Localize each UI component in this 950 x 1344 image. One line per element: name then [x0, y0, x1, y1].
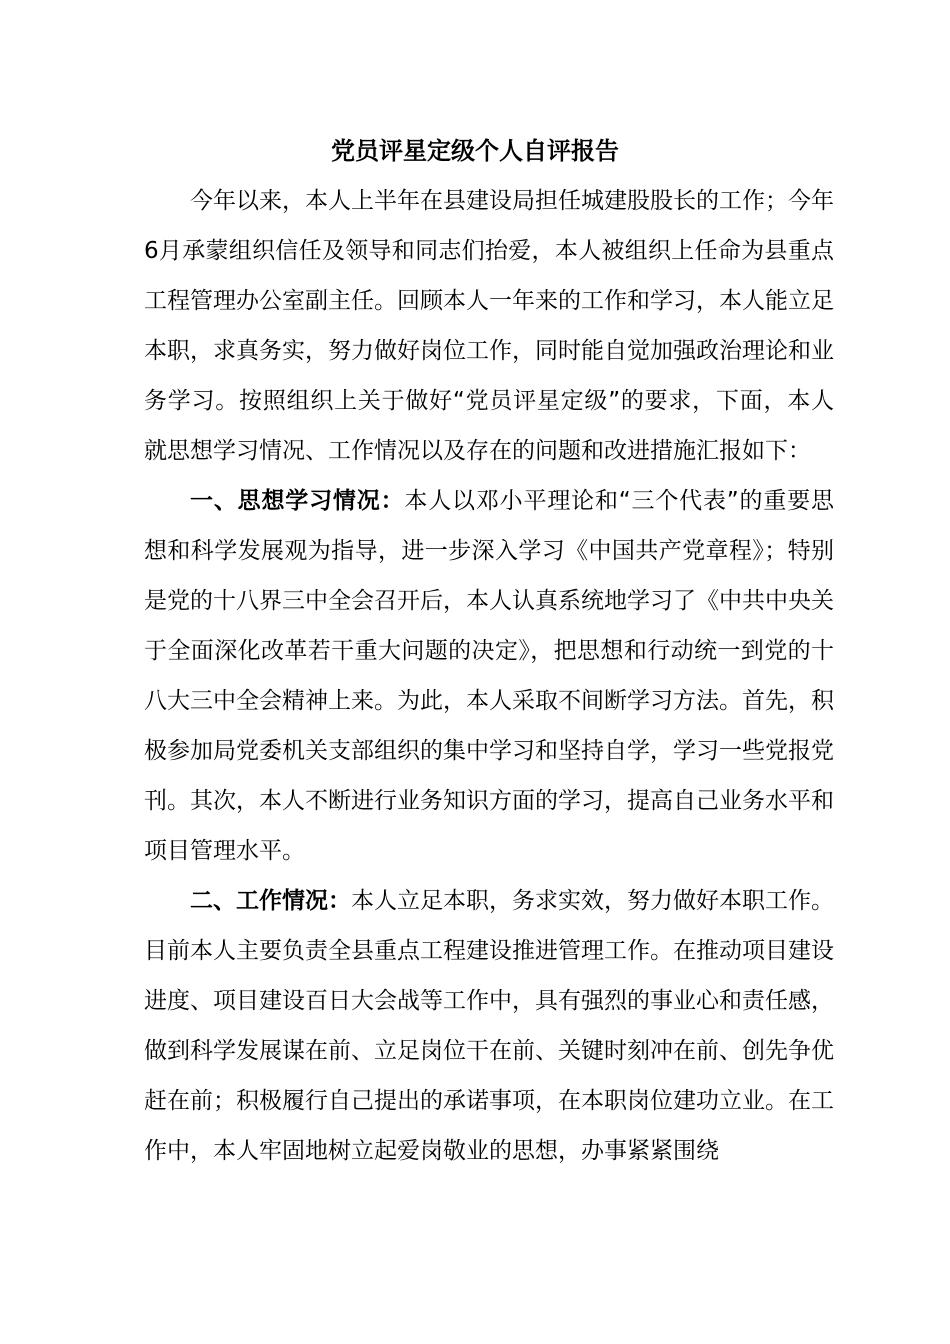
paragraph-thought-study: [144, 476, 834, 876]
paragraph-work: [144, 876, 834, 1176]
document-title: 党员评星定级个人自评报告: [331, 137, 619, 165]
paragraph-text: 今年以来，本人上半年在县建设局担任城建股股长的工作；今年6月承蒙组织信任及领导和同志们抬爱，本人被组织上任命为县重点工程管理办公室副主任。回顾本人一年来的工作和学习，本人能立足本职，求真务实，努力做好岗位工作，同时能自觉加强政治理论和业务学习。按照组织上关于做好“党员评星定级”的要求，下面，本人就思想学习情况、工作情况以及存在的问题和改进措施汇报如下：: [144, 188, 834, 464]
paragraph-text: 本人以邓小平理论和“三个代表”的重要思想和科学发展观为指导，进一步深入学习《中国共产党章程》；特别是党的十八界三中全会召开后，本人认真系统地学习了《中共中央关于全面深化改革若干重大问题的决定》，把思想和行动统一到党的十八大三中全会精神上来。为此，本人采取不间断学习方法。首先，积极参加局党委机关支部组织的集中学习和坚持自学，学习一些党报党刊。其次，本人不断进行业务知识方面的学习，提高自己业务水平和项目管理水平。: [144, 488, 834, 864]
section-heading: 一、思想学习情况：: [190, 488, 405, 514]
document-body: [144, 176, 834, 1176]
section-heading: 二、工作情况：: [190, 888, 351, 914]
paragraph-text: 本人立足本职，务求实效，努力做好本职工作。目前本人主要负责全县重点工程建设推进管理工作。在推动项目建设进度、项目建设百日大会战等工作中，具有强烈的事业心和责任感，做到科学发展谋在前、立足岗位干在前、关键时刻冲在前、创先争优赶在前；积极履行自己提出的承诺事项，在本职岗位建功立业。在工作中，本人牢固地树立起爱岗敬业的思想，办事紧紧围绕: [144, 888, 834, 1164]
paragraph-intro: [144, 176, 834, 476]
